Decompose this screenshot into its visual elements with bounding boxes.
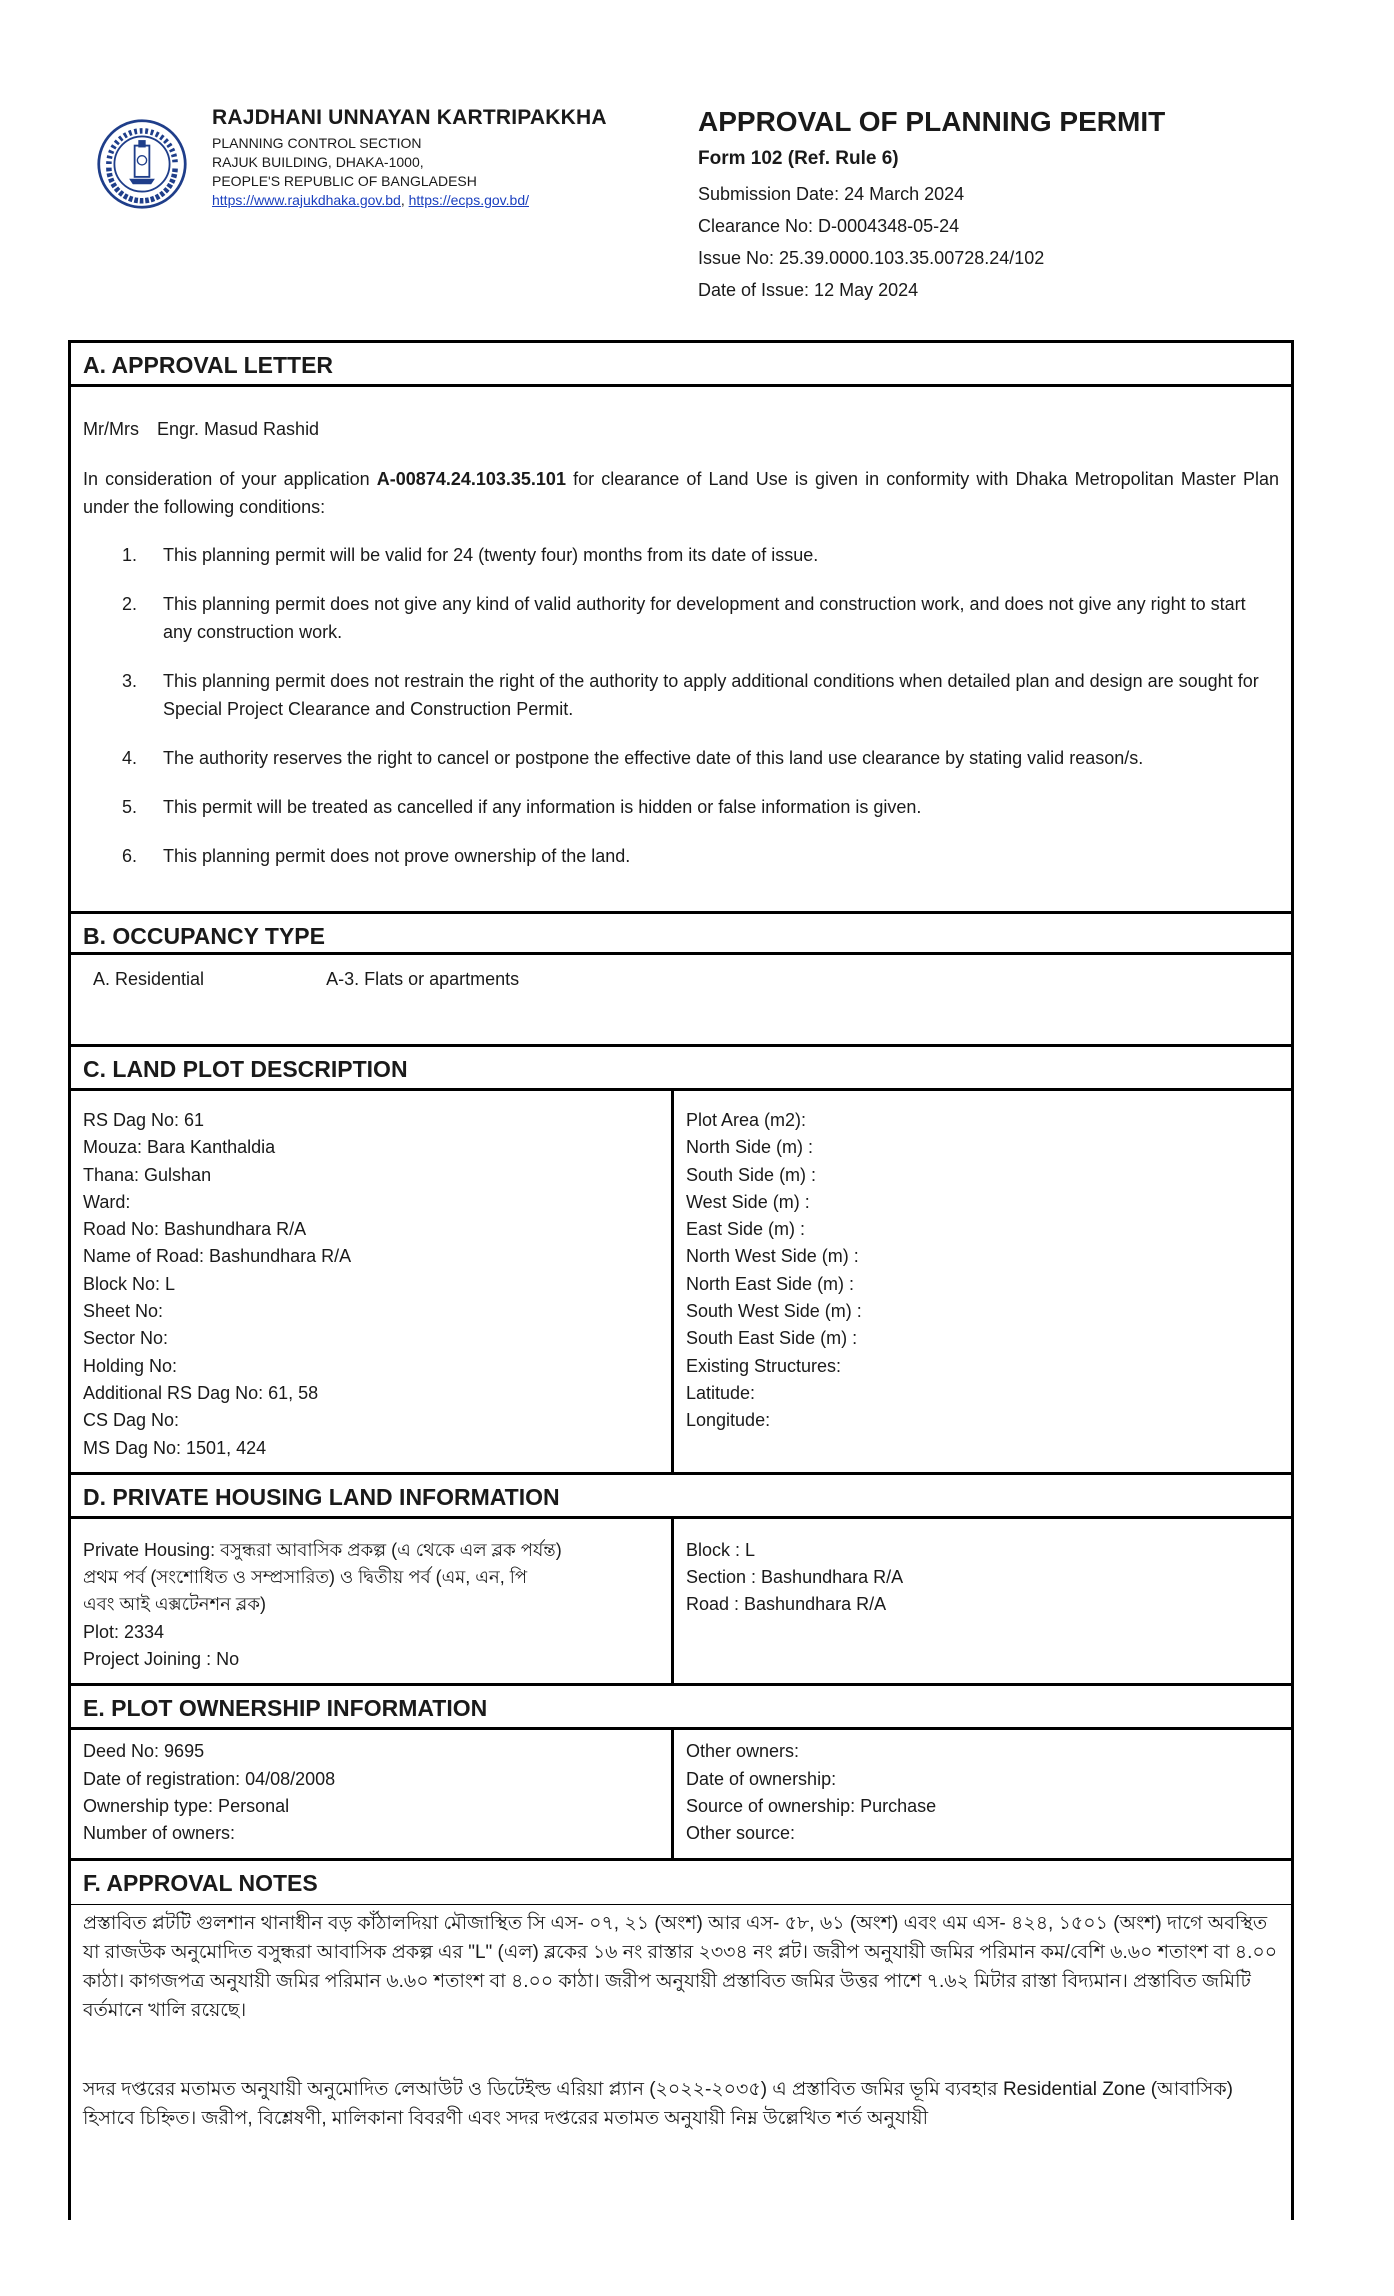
condition-text: The authority reserves the right to cancel or postpone the effective date of this land use clearance by stating valid reason/s. [163,748,1144,768]
ownership-left-column [71,1730,674,1857]
ward: Ward: [83,1191,131,1212]
link-separator: , [400,192,409,208]
clearance-number: Clearance No: D-0004348-05-24 [698,216,960,236]
private-housing-name: Private Housing: বসুন্ধরা আবাসিক প্রকল্প (এ থেকে এল ব্লক পর্যন্ত) [83,1539,562,1560]
salutation: Mr/Mrs [83,419,139,439]
section-e-heading: E. PLOT OWNERSHIP INFORMATION [71,1686,1291,1730]
cs-dag-no: CS Dag No: [83,1410,180,1431]
condition-number: 5. [121,797,137,817]
road-no: Road No: Bashundhara R/A [83,1219,307,1240]
number-of-owners: Number of owners: [83,1823,236,1844]
section-a-heading: A. APPROVAL LETTER [71,343,1291,387]
permit-form-reference: Form 102 (Ref. Rule 6) [698,148,899,169]
organization-block [212,106,672,210]
organization-address-line-2: PEOPLE'S REPUBLIC OF BANGLADESH [212,173,477,189]
thana: Thana: Gulshan [83,1164,212,1185]
condition-number: 4. [121,748,137,768]
latitude: Latitude: [686,1382,756,1403]
condition-number: 2. [121,594,137,614]
ms-dag-no: MS Dag No: 1501, 424 [83,1437,267,1458]
other-source: Other source: [686,1823,796,1844]
approval-letter-body [71,387,1291,911]
registration-date: Date of registration: 04/08/2008 [83,1768,336,1789]
south-side: South Side (m) : [686,1164,817,1185]
condition-number: 3. [121,671,137,691]
west-side: West Side (m) : [686,1191,810,1212]
consideration-paragraph [83,465,1279,521]
longitude: Longitude: [686,1410,771,1431]
condition-item [83,842,1279,870]
private-housing-name-cont-2: এবং আই এক্সটেনশন ব্লক) [83,1594,266,1615]
condition-text: This planning permit will be valid for 24 (twenty four) months from its date of issue. [163,545,819,565]
ownership-right-column [674,1730,1291,1857]
condition-item [83,667,1279,723]
south-east-side: South East Side (m) : [686,1328,858,1349]
sector-no: Sector No: [83,1328,169,1349]
approval-note-paragraph-2: সদর দপ্তরের মতামত অনুযায়ী অনুমোদিত লেআউট ও ডিটেইল্ড এরিয়া প্ল্যান (২০২২-২০৩৫) এ প্রস্তাবিত জমির ভূমি ব্যবহার Residential Zone (আবাসিক) হিসাবে চিহ্নিত। জরীপ, বিশ্লেষণী, মালিকানা বিবরণী এবং সদর দপ্তরের মতামত অনুযায়ী নিম্ন উল্লেখিত শর্ত অনুযায়ী [83,2078,1233,2129]
consideration-intro: In consideration of your application [83,469,377,489]
land-plot-right-column [674,1091,1291,1472]
rs-dag-no: RS Dag No: 61 [83,1110,205,1130]
occupancy-class: A. Residential [93,969,205,989]
condition-text: This planning permit does not prove ownership of the land. [163,846,631,866]
plot-area: Plot Area (m2): [686,1110,807,1130]
condition-text: This planning permit does not give any kind of valid authority for development and construction work, and does not give any right to start any construction work. [163,594,1246,642]
land-plot-left-column [71,1091,674,1472]
other-owners: Other owners: [686,1741,800,1762]
approval-notes-body [71,1905,1291,2133]
occupancy-type-body [71,955,1291,1047]
road-name: Name of Road: Bashundhara R/A [83,1246,352,1267]
organization-links [212,191,672,210]
approval-note-paragraph-1: প্রস্তাবিত প্লটটি গুলশান থানাধীন বড় কাঁঠালদিয়া মৌজাস্থিত সি এস- ০৭, ২১ (অংশ) আর এস- ৫৮, ৬১ (অংশ) এবং এম এস- ৪২৪, ১৫০১ (অংশ) দাগে অবস্থিত যা রাজউক অনুমোদিত বসুন্ধরা আবাসিক প্রকল্প এর "L" (এল) ব্লকের ১৬ নং রাস্তার ২৩৩৪ নং প্লট। জরীপ অনুযায়ী জমির পরিমান কম/বেশি ৬.৬০ শতাংশ বা ৪.০০ কাঠা। কাগজপত্র অনুযায়ী জমির পরিমান ৬.৬০ শতাংশ বা ৪.০০ কাঠা। জরীপ অনুযায়ী প্রস্তাবিত জমির উত্তর পাশে ৭.৬২ মিটার রাস্তা বিদ্যমান। প্রস্তাবিত জমিটি বর্তমানে খালি রয়েছে। [83,1912,1278,2021]
condition-item [83,744,1279,772]
application-number: A-00874.24.103.35.101 [376,469,566,489]
sheet-no: Sheet No: [83,1301,164,1322]
issue-date: Date of Issue: 12 May 2024 [698,280,919,300]
organization-address-line-1: RAJUK BUILDING, DHAKA-1000, [212,154,424,170]
housing-road: Road : Bashundhara R/A [686,1594,887,1615]
ecps-website-link[interactable]: https://ecps.gov.bd/ [408,192,529,208]
condition-item [83,590,1279,646]
private-housing-left-column [71,1519,674,1683]
housing-block: Block : L [686,1539,756,1560]
condition-number: 1. [121,545,137,565]
section-d-heading: D. PRIVATE HOUSING LAND INFORMATION [71,1475,1291,1519]
submission-date: Submission Date: 24 March 2024 [698,184,965,204]
condition-text: This planning permit does not restrain the right of the authority to apply additional conditions when detailed plan and design are sought for Special Project Clearance and Construction Permit. [163,671,1259,719]
document-header [0,0,1394,330]
block-no: Block No: L [83,1273,176,1294]
section-c-heading: C. LAND PLOT DESCRIPTION [71,1047,1291,1091]
private-housing-name-cont-1: প্রথম পর্ব (সংশোধিত ও সম্প্রসারিত) ও দ্বিতীয় পর্ব (এম, এন, পি [83,1567,528,1588]
permit-info-block [698,106,1338,306]
ownership-source: Source of ownership: Purchase [686,1795,937,1816]
addressee-name: Engr. Masud Rashid [156,419,320,439]
condition-item [83,541,1279,569]
ownership-type: Ownership type: Personal [83,1795,290,1816]
organization-name: RAJDHANI UNNAYAN KARTRIPAKKHA [212,106,607,129]
section-b-heading: B. OCCUPANCY TYPE [71,911,1291,955]
north-east-side: North East Side (m) : [686,1273,855,1294]
land-plot-table [71,1091,1291,1475]
north-west-side: North West Side (m) : [686,1246,859,1267]
condition-text: This permit will be treated as cancelled if any information is hidden or false information is given. [163,797,922,817]
permit-title: APPROVAL OF PLANNING PERMIT [698,106,1166,137]
ownership-date: Date of ownership: [686,1768,837,1789]
organization-section: PLANNING CONTROL SECTION [212,135,422,151]
private-housing-right-column [674,1519,1291,1683]
issue-number: Issue No: 25.39.0000.103.35.00728.24/102 [698,248,1045,268]
condition-number: 6. [121,846,137,866]
deed-no: Deed No: 9695 [83,1741,205,1762]
private-housing-table [71,1519,1291,1686]
permit-document [68,340,1294,2220]
rajuk-seal-logo [96,118,188,210]
occupancy-subclass: A-3. Flats or apartments [326,969,520,989]
ownership-table [71,1730,1291,1860]
north-side: North Side (m) : [686,1137,814,1158]
housing-section: Section : Bashundhara R/A [686,1567,904,1588]
section-f-heading: F. APPROVAL NOTES [71,1861,1291,1905]
condition-item [83,793,1279,821]
east-side: East Side (m) : [686,1219,806,1240]
plot-number: Plot: 2334 [83,1621,165,1642]
additional-rs-dag-no: Additional RS Dag No: 61, 58 [83,1382,319,1403]
existing-structures: Existing Structures: [686,1355,842,1376]
mouza: Mouza: Bara Kanthaldia [83,1137,276,1158]
holding-no: Holding No: [83,1355,178,1376]
consideration-rest: for clearance of Land Use is given in conformity with Dhaka Metropolitan Master Plan under the following conditions: [83,469,1279,517]
rajuk-website-link[interactable]: https://www.rajukdhaka.gov.bd [212,192,401,208]
south-west-side: South West Side (m) : [686,1301,862,1322]
project-joining: Project Joining : No [83,1649,240,1670]
addressee-line [83,415,1279,443]
